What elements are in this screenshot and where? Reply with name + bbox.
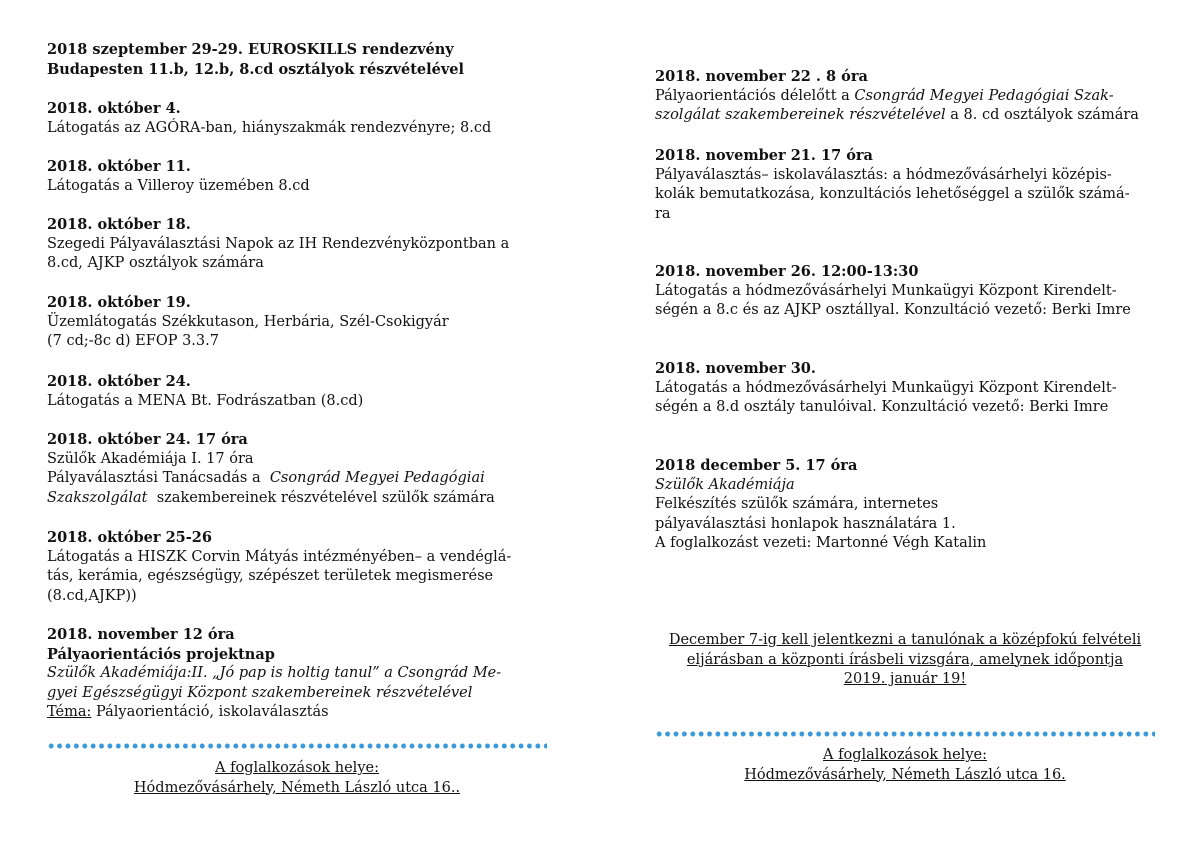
event-okt-11 bbox=[47, 157, 547, 196]
event-nov-22 bbox=[655, 67, 1155, 126]
event-line: Látogatás a hódmezővásárhelyi Munkaügyi Központ Kirendelt- bbox=[655, 282, 1117, 299]
event-line: 8.cd, AJKP osztályok számára bbox=[47, 255, 264, 271]
event-line: Pályaválasztás– iskolaválasztás: a hódmezővásárhelyi középis- bbox=[655, 166, 1112, 183]
event-title: 2018. október 19. bbox=[47, 294, 191, 311]
event-line: Szülők Akadémiája bbox=[655, 476, 795, 493]
event-title: 2018. november 22 . 8 óra bbox=[655, 68, 868, 85]
event-line: (8.cd,AJKP)) bbox=[47, 587, 137, 604]
notice-line: December 7-ig kell jelentkezni a tanulónak a középfokú felvételi bbox=[668, 632, 1142, 648]
event-okt-19 bbox=[47, 293, 547, 352]
footer-line: Hódmezővásárhely, Németh László utca 16. bbox=[744, 766, 1066, 783]
event-line: ra bbox=[655, 205, 671, 222]
event-title: 2018 szeptember 29-29. EUROSKILLS rendezvény bbox=[47, 41, 454, 58]
location-footer bbox=[655, 746, 1155, 785]
event-title: 2018. november 12 óra bbox=[47, 626, 235, 643]
event-line: Szülők Akadémiája I. 17 óra bbox=[47, 450, 254, 467]
event-title: 2018. október 4. bbox=[47, 100, 181, 117]
event-line: ségén a 8.d osztály tanulóival. Konzultáció vezető: Berki Imre bbox=[655, 399, 1109, 415]
event-line: Üzemlátogatás Székkutason, Herbária, Szél-Csokigyár bbox=[47, 313, 449, 330]
event-nov-30 bbox=[655, 359, 1155, 418]
dotted-divider bbox=[47, 743, 547, 749]
event-title: 2018. október 24. bbox=[47, 373, 191, 390]
event-line: Szülők Akadémiája:II. „Jó pap is holtig tanul” a Csongrád Me- bbox=[47, 665, 502, 681]
event-line: tás, kerámia, egészségügy, szépészet területek megismerése bbox=[47, 568, 494, 584]
event-line: ségén a 8.c és az AJKP osztállyal. Konzultáció vezető: Berki Imre bbox=[655, 302, 1131, 318]
footer-line: A foglalkozások helye: bbox=[215, 760, 379, 776]
event-title: 2018. november 30. bbox=[655, 360, 816, 377]
event-line: Szakszolgálat szakembereinek részvételével szülők számára bbox=[47, 489, 495, 506]
event-okt-24 bbox=[47, 372, 547, 411]
tema-value: Pályaorientáció, iskolaválasztás bbox=[96, 704, 329, 720]
event-line: kolák bemutatkozása, konzultációs lehetőséggel a szülők számá- bbox=[655, 186, 1130, 202]
notice-line: 2019. január 19! bbox=[843, 671, 967, 687]
tema-label: Téma: bbox=[47, 704, 92, 720]
event-title: 2018. november 26. 12:00-13:30 bbox=[655, 263, 919, 280]
event-title: Pályaorientációs projektnap bbox=[47, 645, 275, 663]
event-okt-18 bbox=[47, 215, 547, 274]
event-okt-25-26 bbox=[47, 528, 547, 606]
notice-line: eljárásban a központi írásbeli vizsgára, amelynek időpontja bbox=[686, 651, 1124, 668]
dotted-divider bbox=[655, 731, 1155, 737]
event-euroskills bbox=[47, 40, 547, 79]
event-line: Felkészítés szülők számára, internetes bbox=[655, 496, 939, 512]
event-title: 2018. október 25-26 bbox=[47, 529, 212, 546]
event-line: Pályaválasztási Tanácsadás a Csongrád Megyei Pedagógiai bbox=[47, 470, 485, 486]
event-title: 2018. október 24. 17 óra bbox=[47, 431, 248, 448]
deadline-notice bbox=[655, 631, 1155, 690]
event-line: szolgálat szakembereinek részvételével a 8. cd osztályok számára bbox=[655, 107, 1139, 123]
event-line: Pályaorientációs délelőtt a Csongrád Megyei Pedagógiai Szak- bbox=[655, 87, 1114, 104]
footer-line: A foglalkozások helye: bbox=[823, 747, 987, 763]
event-line: (7 cd;-8c d) EFOP 3.3.7 bbox=[47, 333, 219, 349]
event-line: A foglalkozást vezeti: Martonné Végh Katalin bbox=[655, 535, 987, 551]
event-nov-12 bbox=[47, 625, 547, 723]
event-nov-21 bbox=[655, 146, 1155, 224]
event-title: 2018 december 5. 17 óra bbox=[655, 457, 858, 474]
event-line bbox=[47, 703, 547, 723]
event-title: 2018. október 18. bbox=[47, 216, 191, 233]
event-line: Látogatás a Villeroy üzemében 8.cd bbox=[47, 177, 310, 194]
event-line: Látogatás a HISZK Corvin Mátyás intézményében– a vendéglá- bbox=[47, 548, 512, 565]
event-title: 2018. november 21. 17 óra bbox=[655, 147, 873, 164]
event-title: 2018. október 11. bbox=[47, 158, 191, 175]
event-line: Látogatás a MENA Bt. Fodrászatban (8.cd) bbox=[47, 392, 364, 409]
event-okt-4 bbox=[47, 99, 547, 138]
event-line: Látogatás az AGÓRA-ban, hiányszakmák rendezvényre; 8.cd bbox=[47, 119, 492, 136]
event-nov-26 bbox=[655, 262, 1155, 321]
event-dec-5 bbox=[655, 456, 1155, 554]
event-title: Budapesten 11.b, 12.b, 8.cd osztályok részvételével bbox=[47, 60, 465, 78]
event-line: Látogatás a hódmezővásárhelyi Munkaügyi Központ Kirendelt- bbox=[655, 379, 1117, 396]
event-line: pályaválasztási honlapok használatára 1. bbox=[655, 515, 956, 532]
event-line: gyei Egészségügyi Központ szakembereinek részvételével bbox=[47, 684, 473, 701]
event-line: Szegedi Pályaválasztási Napok az IH Rendezvényközpontban a bbox=[47, 235, 510, 252]
footer-line: Hódmezővásárhely, Németh László utca 16.. bbox=[133, 779, 461, 796]
event-okt-24-17 bbox=[47, 430, 547, 508]
location-footer bbox=[47, 759, 547, 798]
